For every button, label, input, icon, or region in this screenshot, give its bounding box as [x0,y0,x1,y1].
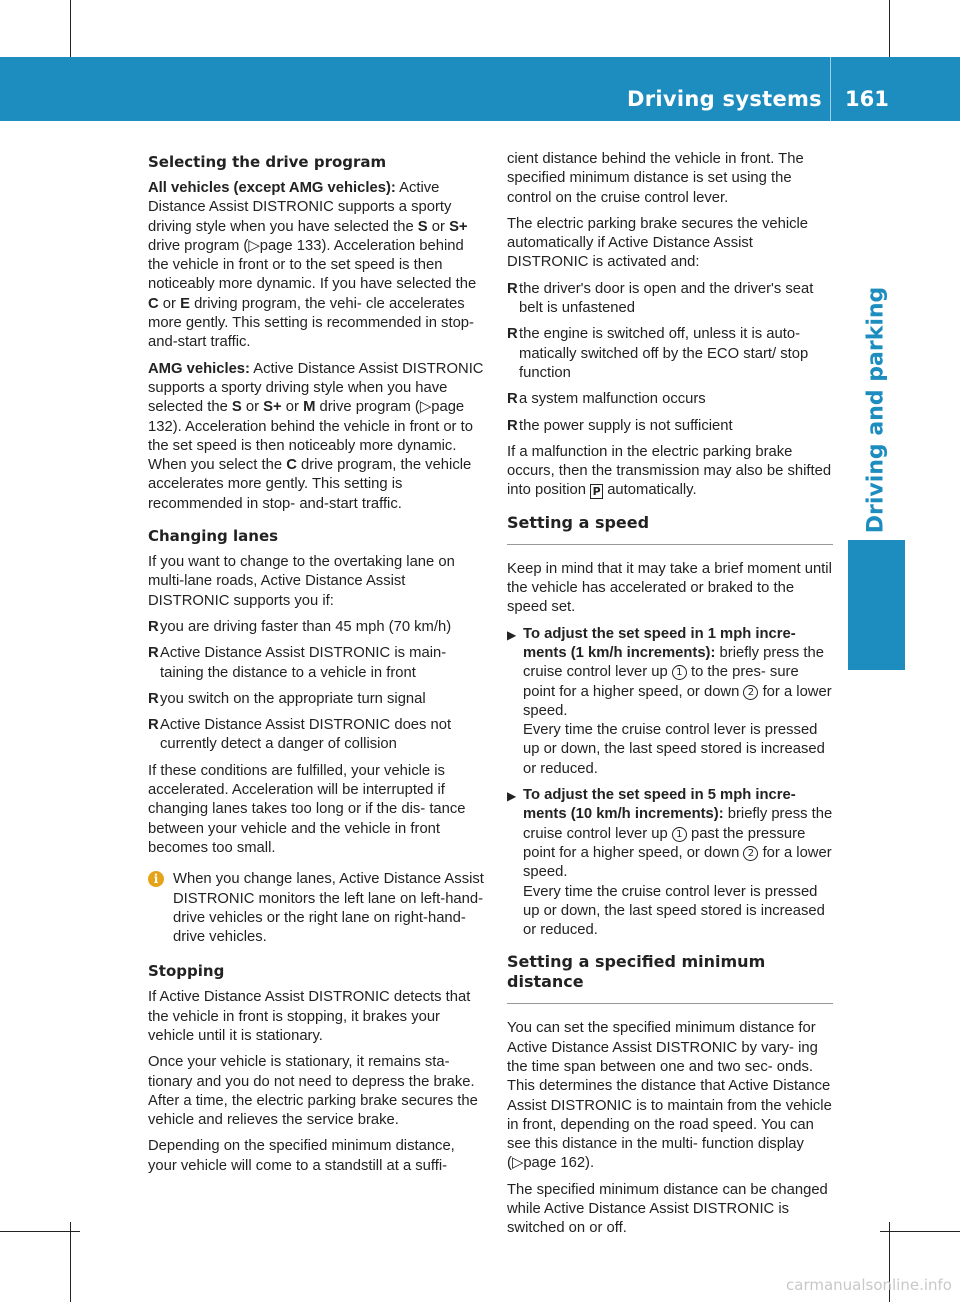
info-note [148,870,484,947]
heading-changing-lanes: Changing lanes [148,527,279,546]
crop-mark [880,1231,960,1232]
left-column [148,152,484,1183]
parking-brake-list [507,280,833,436]
crop-mark [0,1231,80,1232]
page-ref-arrow-icon: ▷ [248,237,260,254]
callout-1-icon: 1 [672,665,687,680]
section-title: Driving systems [626,87,822,111]
header-divider [830,57,831,121]
heading-drive-program: Selecting the drive program [148,153,387,171]
heading-setting-speed: Setting a speed [507,513,833,545]
instruction-step: ▶ To adjust the set speed in 5 mph incre- ments (10 km/h increments): briefly press the cruise control lever up 1 past the pressure point for a higher speed, or down 2 for a lower speed. Every time the cruise control lever is pressed up or down, the last speed stored is increased or reduced. [507,787,833,939]
paragraph-stop-1: If Active Distance Assist DISTRONIC detects that the vehicle in front is stopping, it brakes your vehicle until it is stationary. [148,989,471,1044]
paragraph-amg-vehicles: AMG vehicles: Active Distance Assist DISTRONIC supports a sporty driving style when you have selected the S or S+ or M drive program (▷page 132). Acceleration behind the vehicle in front or to the set speed is then noticeably more dynamic. When you select the C drive program, the vehicle accelerates more gently. This setting is recommended in stop- and-start traffic. [148,360,484,512]
page-ref-link[interactable]: page 162 [523,1155,586,1172]
list-item: R Active Distance Assist DISTRONIC does not currently detect a danger of collision [148,717,452,753]
step-arrow-icon: ▶ [507,627,517,642]
right-column [507,150,833,1246]
page-ref-link[interactable]: page 132 [148,399,465,435]
crop-mark [70,1222,71,1302]
list-item: R the driver's door is open and the driver's seat belt is unfastened [507,280,814,317]
info-text: When you change lanes, Active Distance Assist DISTRONIC monitors the left lane on left-hand-drive vehicles or the right lane on right-hand-drive vehicles. [173,871,484,946]
info-icon: i [148,871,164,887]
paragraph-stop-2: Once your vehicle is stationary, it remains sta- tionary and you do not need to depress the brake. After a time, the electric parking brake secures the vehicle and relieves the service brake. [148,1054,478,1129]
step-arrow-icon: ▶ [507,789,517,804]
list-item: R a system malfunction occurs [507,391,706,408]
watermark: carmanualsonline.info [786,1276,952,1294]
list-item: R you are driving faster than 45 mph (70 km/h) [148,618,452,635]
paragraph-parking-brake: The electric parking brake secures the vehicle automatically if Active Distance Assist DISTRONIC is activated and: [507,215,809,271]
paragraph-conditions: If these conditions are fulfilled, your vehicle is accelerated. Acceleration will be interrupted if changing lanes takes too long or if the dis- tance between your vehicle and the vehicle in front becomes too small. [148,762,466,856]
paragraph-stop-3: Depending on the specified minimum distance, your vehicle will come to a standstill at a suffi- [148,1138,455,1174]
callout-2-icon: 2 [743,846,758,861]
page-number: 161 [845,87,889,111]
list-item: R the power supply is not sufficient [507,417,733,434]
paragraph-distance-2: The specified minimum distance can be changed while Active Distance Assist DISTRONIC is switched on or off. [507,1181,828,1237]
lanes-conditions-list [148,618,484,755]
list-item: R you switch on the appropriate turn signal [148,690,426,707]
park-position-icon: P [590,484,603,499]
instruction-step: ▶ To adjust the set speed in 1 mph incre- ments (1 km/h increments): briefly press the cruise control lever up 1 to the pres- sure point for a higher speed, or down 2 for a lower speed. Every time the cruise control lever is pressed up or down, the last speed stored is increased or reduced. [507,625,832,777]
chapter-label: Driving and parking [863,286,889,534]
paragraph-malfunction: If a malfunction in the electric parking brake occurs, then the transmission may also be shifted into position P automatically. [507,443,832,499]
heading-minimum-distance: Setting a specified minimum distance [507,952,833,1004]
paragraph-all-vehicles: All vehicles (except AMG vehicles): Active Distance Assist DISTRONIC supports a sporty driving style when you have selected the S or S+ drive program (▷page 133). Acceleration behind the vehicle in front or to the set speed is then noticeably more dynamic. If you have selected the C or E driving program, the vehi- cle accelerates more gently. This setting is recommended in stop-and-start traffic. [148,180,477,351]
heading-stopping: Stopping [148,962,225,981]
paragraph-lanes: If you want to change to the overtaking lane on multi-lane roads, Active Distance Assist DISTRONIC supports you if: [148,554,455,609]
list-item: R Active Distance Assist DISTRONIC is main- taining the distance to a vehicle in front [148,645,447,681]
page-ref-arrow-icon: ▷ [511,1155,524,1172]
paragraph-speed: Keep in mind that it may take a brief moment until the vehicle has accelerated or braked to the speed set. [507,560,832,616]
callout-1-icon: 1 [672,827,687,842]
list-item: R the engine is switched off, unless it is auto- matically switched off by the ECO start/ stop function [507,326,809,381]
paragraph-distance: You can set the specified minimum distance for Active Distance Assist DISTRONIC by vary- ing the time span between one and two sec- onds. This determines the distance that Active Distance Assist DISTRONIC is to maintain from the vehicle in front, depending on the road speed. You can see this distance in the multi- function display (▷page 162). [507,1020,832,1172]
chapter-tab [848,540,905,670]
page-ref-arrow-icon: ▷ [419,399,432,416]
paragraph-continued: cient distance behind the vehicle in front. The specified minimum distance is set using the control on the cruise control lever. [507,151,804,206]
callout-2-icon: 2 [743,685,758,700]
page-ref-link[interactable]: page 133 [259,237,322,254]
